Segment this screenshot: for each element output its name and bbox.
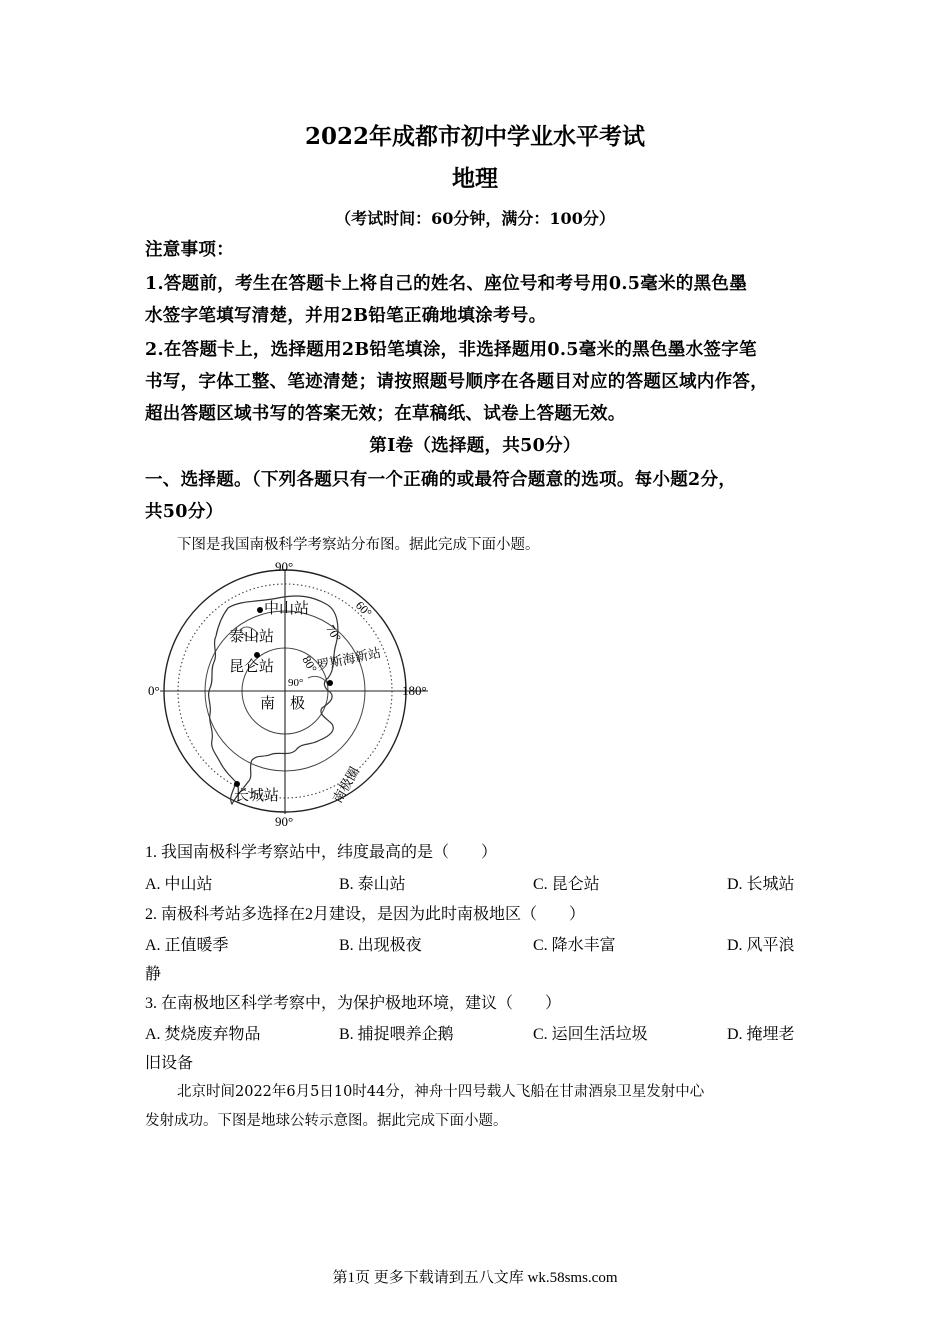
antarctic-circle-label: 南极圈 [329, 764, 363, 806]
zhongshan-dot [257, 607, 263, 613]
lat-80-label: 80° [299, 653, 320, 676]
taishan-label: 泰山站 [229, 629, 275, 645]
subject-title: 地理 [452, 165, 498, 192]
kunlun-dot [254, 652, 260, 658]
q3-option-d[interactable]: D. 掩埋老 [727, 1026, 795, 1043]
lon-left-label: 0° [148, 683, 160, 698]
question-1-stem: 1. 我国南极科学考察站中，纬度最高的是（ ） [145, 844, 498, 861]
lat-90-label: 90° [288, 677, 304, 689]
q2-option-d[interactable]: D. 风平浪 [727, 937, 795, 954]
q3-option-a[interactable]: A. 焚烧废弃物品 [145, 1026, 261, 1043]
note-line-3: 2.在答题卡上，选择题用2B铅笔填涂，非选择题用0.5毫米的黑色墨水签字笔 [145, 340, 757, 360]
question-3-stem: 3. 在南极地区科学考察中，为保护极地环境，建议（ ） [145, 995, 562, 1012]
note-line-1: 1.答题前，考生在答题卡上将自己的姓名、座位号和考号用0.5毫米的黑色墨 [145, 274, 748, 294]
lon-right-label: 180° [402, 683, 427, 698]
part1-heading-line1: 一、选择题。（下列各题只有一个正确的或最符合题意的选项。每小题2分， [145, 470, 737, 490]
q2-option-c[interactable]: C. 降水丰富 [533, 937, 616, 954]
antarctic-map [140, 558, 440, 830]
lon-bottom-label: 90° [275, 814, 294, 829]
luoss-dot [327, 680, 333, 686]
south-pole-label: 南 极 [260, 696, 306, 712]
q3-option-d-wrap: 旧设备 [145, 1055, 194, 1072]
q3-option-c[interactable]: C. 运回生活垃圾 [533, 1026, 648, 1043]
exam-info: （考试时间：60分钟，满分：100分） [335, 209, 615, 228]
q1-option-a[interactable]: A. 中山站 [145, 876, 213, 893]
zhongshan-label: 中山站 [264, 601, 310, 617]
changcheng-label: 长城站 [234, 788, 280, 804]
q2-option-b[interactable]: B. 出现极夜 [339, 937, 422, 954]
luoss-label: 罗斯海新站 [315, 644, 383, 673]
intro-text-2-line1: 北京时间2022年6月5日10时44分，神舟十四号载人飞船在甘肃酒泉卫星发射中心 [177, 1084, 705, 1100]
intro-text-2-line2: 发射成功。下图是地球公转示意图。据此完成下面小题。 [145, 1113, 508, 1129]
page-footer: 第1页 更多下载请到五八文库 wk.58sms.com [332, 1270, 618, 1286]
q1-option-c[interactable]: C. 昆仑站 [533, 876, 600, 893]
part1-heading-line2: 共50分） [145, 502, 224, 522]
section-title: 第Ⅰ卷（选择题，共50分） [369, 436, 581, 456]
note-line-5: 超出答题区域书写的答案无效；在草稿纸、试卷上答题无效。 [145, 404, 626, 424]
question-2-stem: 2. 南极科考站多选择在2月建设，是因为此时南极地区（ ） [145, 906, 586, 923]
page-title: 2022年成都市初中学业水平考试 [304, 123, 645, 150]
notes-heading: 注意事项： [145, 240, 234, 260]
kunlun-label: 昆仑站 [229, 659, 275, 675]
lat-60-label: 60° [352, 598, 375, 621]
note-line-4: 书写，字体工整、笔迹清楚；请按照题号顺序在各题目对应的答题区域内作答， [145, 372, 768, 392]
q2-option-d-wrap: 静 [145, 966, 162, 983]
q1-option-b[interactable]: B. 泰山站 [339, 876, 406, 893]
q2-option-a[interactable]: A. 正值暖季 [145, 937, 229, 954]
lon-top-label: 90° [275, 559, 294, 574]
lat-70-label: 70° [323, 622, 344, 645]
changcheng-dot [234, 781, 240, 787]
q3-option-b[interactable]: B. 捕捉喂养企鹅 [339, 1026, 454, 1043]
note-line-2: 水签字笔填写清楚，并用2B铅笔正确地填涂考号。 [145, 306, 547, 326]
intro-text-1: 下图是我国南极科学考察站分布图。据此完成下面小题。 [177, 537, 540, 553]
q1-option-d[interactable]: D. 长城站 [727, 876, 795, 893]
